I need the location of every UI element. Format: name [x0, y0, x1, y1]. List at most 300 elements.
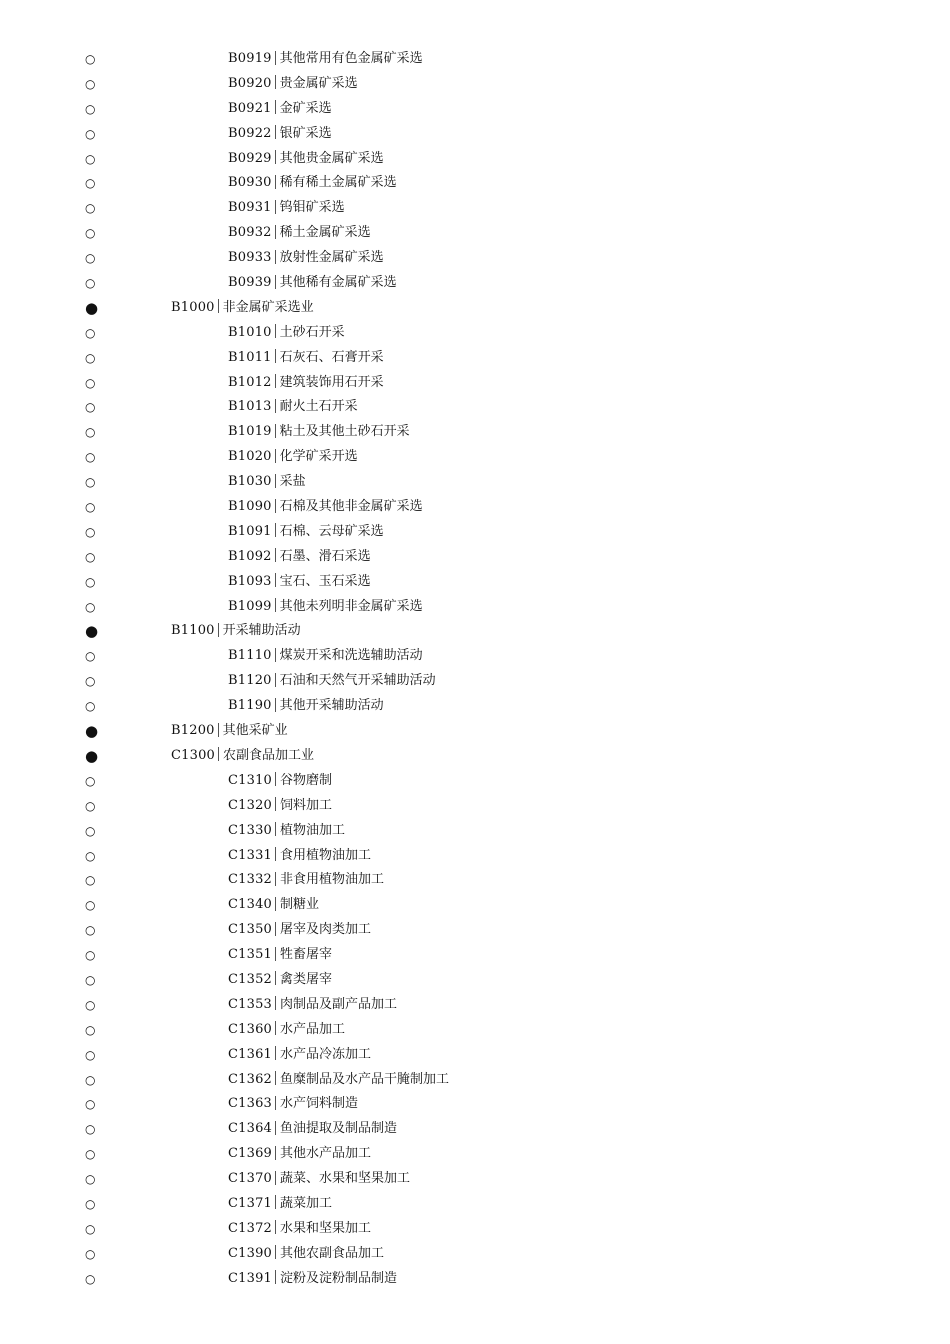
list-item-content: [228, 1092, 358, 1117]
list-item-subcategory: [0, 943, 950, 968]
list-item-subcategory: [0, 371, 950, 396]
separator-bar: [275, 349, 276, 363]
hollow-bullet-icon: ○: [85, 325, 96, 340]
hollow-bullet-icon: ○: [85, 1271, 96, 1286]
industry-name: 银矿采选: [279, 125, 332, 141]
industry-name: 饲料加工: [280, 797, 333, 813]
separator-bar: [275, 822, 276, 836]
industry-code: B1120: [228, 673, 272, 689]
industry-name: 蔬菜、水果和坚果加工: [280, 1171, 411, 1187]
list-item-content: [228, 47, 423, 72]
hollow-bullet-icon: ○: [85, 450, 96, 465]
list-item-subcategory: [0, 346, 950, 371]
list-item-content: [171, 296, 314, 321]
separator-bar: [275, 51, 276, 65]
separator-bar: [275, 75, 276, 89]
list-item-content: [228, 993, 397, 1018]
list-item-content: [228, 72, 358, 97]
industry-name: 其他农副食品加工: [280, 1245, 385, 1261]
separator-bar: [275, 1146, 276, 1160]
industry-name: 农副食品加工业: [223, 747, 315, 763]
industry-name: 制糖业: [280, 897, 320, 913]
separator-bar: [275, 324, 276, 338]
list-item-subcategory: [0, 1068, 950, 1093]
industry-code: C1363: [228, 1096, 273, 1112]
list-item-subcategory: [0, 520, 950, 545]
industry-name: 钨钼矿采选: [279, 200, 345, 216]
hollow-bullet-icon: ○: [85, 475, 96, 490]
list-item-content: [228, 520, 384, 545]
industry-name: 屠宰及肉类加工: [280, 922, 372, 938]
separator-bar: [275, 1220, 276, 1234]
list-item-content: [228, 346, 384, 371]
hollow-bullet-icon: ○: [85, 500, 96, 515]
hollow-bullet-icon: ○: [85, 176, 96, 191]
industry-name: 淀粉及淀粉制品制造: [280, 1270, 398, 1286]
filled-bullet-icon: ●: [85, 722, 99, 741]
industry-code: B0933: [228, 250, 272, 266]
list-item-content: [228, 595, 423, 620]
industry-name: 稀有稀土金属矿采选: [279, 175, 397, 191]
separator-bar: [275, 573, 276, 587]
separator-bar: [275, 847, 276, 861]
list-item-subcategory: [0, 470, 950, 495]
list-item-content: [228, 221, 371, 246]
industry-code: B1012: [228, 374, 272, 390]
hollow-bullet-icon: ○: [85, 674, 96, 689]
list-item-content: [228, 246, 384, 271]
list-item-content: [228, 147, 384, 172]
list-item-category: [0, 744, 950, 769]
list-item-subcategory: [0, 819, 950, 844]
list-item-content: [228, 794, 332, 819]
list-item-subcategory: [0, 1242, 950, 1267]
separator-bar: [275, 1096, 276, 1110]
industry-name: 石棉、云母矿采选: [279, 523, 384, 539]
separator-bar: [275, 1121, 276, 1135]
hollow-bullet-icon: ○: [85, 1246, 96, 1261]
industry-name: 其他常用有色金属矿采选: [279, 51, 423, 66]
list-item-content: [228, 171, 397, 196]
industry-code: B1020: [228, 449, 272, 465]
separator-bar: [275, 474, 276, 488]
industry-code: C1310: [228, 772, 273, 788]
list-item-content: [228, 1117, 397, 1142]
industry-name: 其他水产品加工: [280, 1146, 372, 1162]
industry-name: 化学矿采开选: [279, 449, 358, 465]
industry-code: B0929: [228, 150, 272, 166]
separator-bar: [218, 299, 219, 313]
separator-bar: [218, 723, 219, 737]
hollow-bullet-icon: ○: [85, 948, 96, 963]
filled-bullet-icon: ●: [85, 622, 99, 641]
separator-bar: [275, 1171, 276, 1185]
hollow-bullet-icon: ○: [85, 76, 96, 91]
industry-name: 采盐: [279, 474, 306, 490]
industry-code: B0930: [228, 175, 272, 191]
hollow-bullet-icon: ○: [85, 151, 96, 166]
industry-code: B1000: [171, 299, 215, 315]
industry-code: C1360: [228, 1021, 273, 1037]
hollow-bullet-icon: ○: [85, 1196, 96, 1211]
industry-name: 水果和坚果加工: [280, 1220, 372, 1236]
hollow-bullet-icon: ○: [85, 251, 96, 266]
separator-bar: [275, 872, 276, 886]
hollow-bullet-icon: ○: [85, 1221, 96, 1236]
list-item-subcategory: [0, 893, 950, 918]
list-item-subcategory: [0, 122, 950, 147]
list-item-content: [228, 918, 371, 943]
list-item-content: [228, 395, 358, 420]
list-item-content: [171, 744, 314, 769]
industry-name: 水产品冷冻加工: [280, 1046, 372, 1062]
separator-bar: [275, 971, 276, 985]
list-item-subcategory: [0, 321, 950, 346]
list-item-content: [228, 669, 436, 694]
industry-code: B1013: [228, 399, 272, 415]
industry-name: 宝石、玉石采选: [279, 573, 371, 589]
hollow-bullet-icon: ○: [85, 574, 96, 589]
industry-code: B1011: [228, 349, 272, 365]
list-item-subcategory: [0, 570, 950, 595]
separator-bar: [275, 996, 276, 1010]
list-item-content: [228, 1142, 371, 1167]
list-item-content: [228, 844, 371, 869]
industry-code: B0919: [228, 51, 272, 66]
industry-name: 谷物磨制: [280, 772, 333, 788]
list-item-subcategory: [0, 97, 950, 122]
list-item-content: [228, 1167, 410, 1192]
industry-classification-list: [0, 47, 950, 1292]
list-item-content: [228, 420, 410, 445]
list-item-content: [228, 196, 345, 221]
industry-name: 建筑装饰用石开采: [279, 374, 384, 390]
separator-bar: [275, 1195, 276, 1209]
list-item-subcategory: [0, 993, 950, 1018]
list-item-subcategory: [0, 1018, 950, 1043]
separator-bar: [275, 1021, 276, 1035]
separator-bar: [275, 772, 276, 786]
industry-code: C1332: [228, 872, 273, 888]
industry-code: C1391: [228, 1270, 273, 1286]
list-item-content: [228, 943, 332, 968]
hollow-bullet-icon: ○: [85, 997, 96, 1012]
list-item-category: [0, 719, 950, 744]
list-item-subcategory: [0, 1192, 950, 1217]
industry-name: 金矿采选: [279, 100, 332, 116]
list-item-category: [0, 619, 950, 644]
list-item-content: [228, 1043, 371, 1068]
list-item-content: [228, 1242, 384, 1267]
list-item-content: [228, 868, 384, 893]
hollow-bullet-icon: ○: [85, 1022, 96, 1037]
industry-name: 其他采矿业: [222, 723, 288, 739]
list-item-content: [228, 819, 345, 844]
list-item-content: [228, 122, 332, 147]
hollow-bullet-icon: ○: [85, 1122, 96, 1137]
hollow-bullet-icon: ○: [85, 101, 96, 116]
industry-name: 植物油加工: [280, 822, 346, 838]
list-item-category: [0, 296, 950, 321]
industry-name: 耐火土石开采: [279, 399, 358, 415]
industry-name: 水产品加工: [280, 1021, 346, 1037]
hollow-bullet-icon: ○: [85, 350, 96, 365]
industry-code: B0921: [228, 100, 272, 116]
list-item-content: [171, 619, 301, 644]
industry-code: B0931: [228, 200, 272, 216]
industry-name: 石棉及其他非金属矿采选: [279, 499, 423, 515]
industry-name: 其他稀有金属矿采选: [279, 275, 397, 291]
list-item-subcategory: [0, 918, 950, 943]
industry-code: B1090: [228, 499, 272, 515]
list-item-subcategory: [0, 794, 950, 819]
industry-name: 禽类屠宰: [280, 971, 333, 987]
separator-bar: [275, 797, 276, 811]
hollow-bullet-icon: ○: [85, 848, 96, 863]
industry-code: B1190: [228, 698, 272, 714]
list-item-content: [228, 321, 345, 346]
separator-bar: [275, 1046, 276, 1060]
industry-name: 鱼糜制品及水产品干腌制加工: [280, 1071, 450, 1087]
hollow-bullet-icon: ○: [85, 873, 96, 888]
list-item-subcategory: [0, 171, 950, 196]
industry-code: B1010: [228, 324, 272, 340]
industry-name: 蔬菜加工: [280, 1195, 333, 1211]
separator-bar: [275, 598, 276, 612]
separator-bar: [275, 200, 276, 214]
hollow-bullet-icon: ○: [85, 400, 96, 415]
list-item-subcategory: [0, 545, 950, 570]
industry-code: B1110: [228, 648, 272, 664]
list-item-subcategory: [0, 1142, 950, 1167]
list-item-content: [228, 271, 397, 296]
industry-code: B1030: [228, 474, 272, 490]
list-item-subcategory: [0, 1043, 950, 1068]
list-item-content: [228, 97, 332, 122]
list-item-subcategory: [0, 1267, 950, 1292]
industry-code: C1372: [228, 1220, 273, 1236]
separator-bar: [275, 424, 276, 438]
separator-bar: [275, 673, 276, 687]
list-item-content: [228, 1267, 397, 1292]
separator-bar: [275, 399, 276, 413]
list-item-subcategory: [0, 445, 950, 470]
industry-name: 非金属矿采选业: [222, 299, 314, 315]
separator-bar: [275, 250, 276, 264]
list-item-content: [228, 1068, 449, 1093]
list-item-content: [228, 1018, 345, 1043]
industry-code: C1369: [228, 1146, 273, 1162]
industry-code: B1092: [228, 548, 272, 564]
list-item-subcategory: [0, 595, 950, 620]
industry-name: 石油和天然气开采辅助活动: [279, 673, 436, 689]
separator-bar: [275, 698, 276, 712]
industry-name: 肉制品及副产品加工: [280, 996, 398, 1012]
separator-bar: [275, 499, 276, 513]
separator-bar: [275, 100, 276, 114]
list-item-content: [228, 893, 319, 918]
industry-name: 稀土金属矿采选: [279, 225, 371, 241]
industry-name: 其他开采辅助活动: [279, 698, 384, 714]
separator-bar: [275, 449, 276, 463]
separator-bar: [275, 1245, 276, 1259]
hollow-bullet-icon: ○: [85, 425, 96, 440]
industry-code: B1200: [171, 723, 215, 739]
separator-bar: [275, 648, 276, 662]
list-item-subcategory: [0, 72, 950, 97]
industry-name: 贵金属矿采选: [279, 75, 358, 91]
separator-bar: [275, 897, 276, 911]
separator-bar: [275, 125, 276, 139]
list-item-subcategory: [0, 221, 950, 246]
hollow-bullet-icon: ○: [85, 549, 96, 564]
separator-bar: [275, 1270, 276, 1284]
list-item-subcategory: [0, 495, 950, 520]
industry-code: C1331: [228, 847, 273, 863]
industry-name: 水产饲料制造: [280, 1096, 359, 1112]
industry-name: 粘土及其他土砂石开采: [279, 424, 410, 440]
industry-name: 其他未列明非金属矿采选: [279, 598, 423, 614]
hollow-bullet-icon: ○: [85, 276, 96, 291]
separator-bar: [275, 922, 276, 936]
hollow-bullet-icon: ○: [85, 699, 96, 714]
industry-code: B1093: [228, 573, 272, 589]
list-item-subcategory: [0, 47, 950, 72]
separator-bar: [275, 523, 276, 537]
list-item-content: [171, 719, 288, 744]
hollow-bullet-icon: ○: [85, 798, 96, 813]
separator-bar: [275, 1071, 276, 1085]
industry-name: 石灰石、石膏开采: [279, 349, 384, 365]
list-item-subcategory: [0, 271, 950, 296]
list-item-content: [228, 445, 358, 470]
list-item-content: [228, 769, 332, 794]
list-item-subcategory: [0, 644, 950, 669]
industry-name: 土砂石开采: [279, 324, 345, 340]
list-item-subcategory: [0, 395, 950, 420]
list-item-content: [228, 470, 306, 495]
hollow-bullet-icon: ○: [85, 524, 96, 539]
list-item-content: [228, 371, 384, 396]
list-item-subcategory: [0, 868, 950, 893]
industry-code: B1019: [228, 424, 272, 440]
separator-bar: [275, 548, 276, 562]
industry-name: 食用植物油加工: [280, 847, 372, 863]
hollow-bullet-icon: ○: [85, 1097, 96, 1112]
list-item-subcategory: [0, 1217, 950, 1242]
list-item-subcategory: [0, 769, 950, 794]
separator-bar: [275, 175, 276, 189]
industry-code: C1361: [228, 1046, 273, 1062]
industry-code: C1390: [228, 1245, 273, 1261]
industry-code: C1320: [228, 797, 273, 813]
industry-name: 鱼油提取及制品制造: [280, 1121, 398, 1137]
hollow-bullet-icon: ○: [85, 823, 96, 838]
hollow-bullet-icon: ○: [85, 1172, 96, 1187]
hollow-bullet-icon: ○: [85, 1147, 96, 1162]
hollow-bullet-icon: ○: [85, 201, 96, 216]
list-item-subcategory: [0, 1117, 950, 1142]
list-item-content: [228, 644, 423, 669]
separator-bar: [275, 150, 276, 164]
list-item-subcategory: [0, 147, 950, 172]
list-item-content: [228, 495, 423, 520]
industry-code: C1340: [228, 897, 273, 913]
industry-name: 放射性金属矿采选: [279, 250, 384, 266]
industry-name: 牲畜屠宰: [280, 947, 333, 963]
hollow-bullet-icon: ○: [85, 599, 96, 614]
industry-name: 开采辅助活动: [222, 623, 301, 639]
hollow-bullet-icon: ○: [85, 126, 96, 141]
industry-code: B1099: [228, 598, 272, 614]
hollow-bullet-icon: ○: [85, 773, 96, 788]
separator-bar: [275, 275, 276, 289]
industry-code: C1353: [228, 996, 273, 1012]
list-item-subcategory: [0, 844, 950, 869]
list-item-content: [228, 570, 371, 595]
hollow-bullet-icon: ○: [85, 923, 96, 938]
list-item-content: [228, 1192, 332, 1217]
hollow-bullet-icon: ○: [85, 649, 96, 664]
list-item-subcategory: [0, 420, 950, 445]
industry-name: 煤炭开采和洗选辅助活动: [279, 648, 423, 664]
industry-code: C1351: [228, 947, 273, 963]
hollow-bullet-icon: ○: [85, 375, 96, 390]
industry-code: B0939: [228, 275, 272, 291]
list-item-subcategory: [0, 694, 950, 719]
list-item-subcategory: [0, 669, 950, 694]
industry-code: B1091: [228, 523, 272, 539]
list-item-subcategory: [0, 196, 950, 221]
industry-name: 石墨、滑石采选: [279, 548, 371, 564]
list-item-subcategory: [0, 246, 950, 271]
hollow-bullet-icon: ○: [85, 1072, 96, 1087]
industry-code: C1300: [171, 747, 216, 763]
filled-bullet-icon: ●: [85, 746, 99, 765]
separator-bar: [275, 225, 276, 239]
hollow-bullet-icon: ○: [85, 226, 96, 241]
industry-code: C1362: [228, 1071, 273, 1087]
industry-code: C1330: [228, 822, 273, 838]
list-item-content: [228, 694, 384, 719]
list-item-content: [228, 968, 332, 993]
industry-code: C1352: [228, 971, 273, 987]
industry-name: 其他贵金属矿采选: [279, 150, 384, 166]
list-item-subcategory: [0, 1092, 950, 1117]
list-item-content: [228, 1217, 371, 1242]
industry-code: B0932: [228, 225, 272, 241]
separator-bar: [275, 947, 276, 961]
hollow-bullet-icon: ○: [85, 898, 96, 913]
industry-code: C1364: [228, 1121, 273, 1137]
hollow-bullet-icon: ○: [85, 52, 96, 66]
industry-code: C1371: [228, 1195, 273, 1211]
industry-code: B1100: [171, 623, 215, 639]
list-item-subcategory: [0, 1167, 950, 1192]
separator-bar: [275, 374, 276, 388]
industry-code: C1370: [228, 1171, 273, 1187]
separator-bar: [218, 747, 219, 761]
list-item-content: [228, 545, 371, 570]
separator-bar: [218, 623, 219, 637]
filled-bullet-icon: ●: [85, 298, 99, 317]
hollow-bullet-icon: ○: [85, 972, 96, 987]
industry-code: C1350: [228, 922, 273, 938]
hollow-bullet-icon: ○: [85, 1047, 96, 1062]
industry-code: B0922: [228, 125, 272, 141]
list-item-subcategory: [0, 968, 950, 993]
industry-name: 非食用植物油加工: [280, 872, 385, 888]
